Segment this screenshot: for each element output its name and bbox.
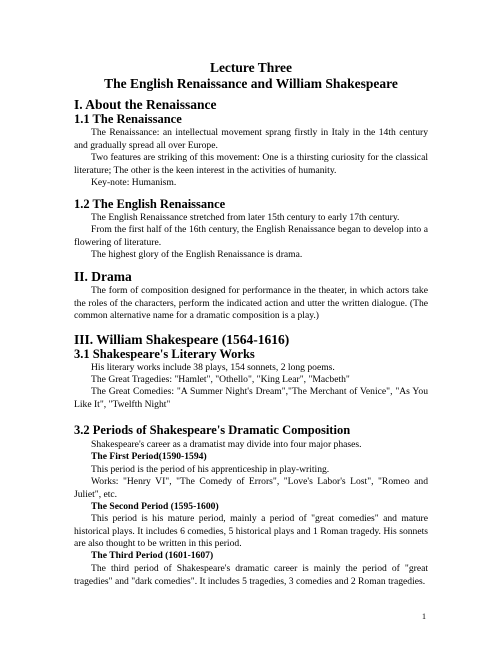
paragraph: The Renaissance: an intellectual movement sprang firstly in Italy in the 14th century and gradually spread all over Europe. — [74, 127, 428, 151]
section-heading-drama: II. Drama — [74, 269, 132, 284]
period-heading-third: The Third Period (1601-1607) — [91, 550, 214, 561]
paragraph: The English Renaissance stretched from later 15th century to early 17th century. — [91, 212, 400, 223]
paragraph: From the first half of the 16th century, the English Renaissance began to develop into a flowering of literature. — [74, 224, 428, 248]
paragraph: Shakespeare's career as a dramatist may divide into four major phases. — [91, 439, 362, 450]
page-number: 1 — [422, 612, 426, 621]
paragraph: The Great Comedies: "A Summer Night's Dream","The Merchant of Venice", "As You Like It", "Twelfth Night" — [74, 386, 428, 410]
paragraph: The highest glory of the English Renaissance is drama. — [91, 249, 303, 260]
paragraph: The third period of Shakespeare's dramatic career is mainly the period of "great tragedies" and "dark comedies". It includes 5 tragedies, 3 comedies and 2 Roman tragedies. — [74, 563, 428, 587]
period-heading-first: The First Period(1590-1594) — [91, 451, 207, 462]
paragraph: The form of composition designed for performance in the theater, in which actors take the roles of the characters, perform the indicated action and utter the written dialogue. (The common alternative name for a dramatic composition is a play.) — [74, 285, 428, 321]
subsection-heading-literary-works: 3.1 Shakespeare's Literary Works — [74, 347, 255, 361]
document-title: The English Renaissance and William Shakespeare — [104, 76, 398, 91]
lecture-label: Lecture Three — [209, 60, 293, 75]
paragraph: This period is his mature period, mainly a period of "great comedies" and mature historical plays. It includes 6 comedies, 5 historical plays and 1 Roman tragedy. His sonnets are also thought to be written in this period. — [74, 513, 428, 549]
subsection-heading-periods: 3.2 Periods of Shakespeare's Dramatic Composition — [74, 423, 351, 437]
section-heading-renaissance: I. About the Renaissance — [74, 97, 217, 112]
period-heading-second: The Second Period (1595-1600) — [91, 501, 219, 512]
paragraph: Two features are striking of this movement: One is a thirsting curiosity for the classical literature; The other is the keen interest in the activities of humanity. — [74, 152, 428, 176]
paragraph: His literary works include 38 plays, 154 sonnets, 2 long poems. — [91, 362, 335, 373]
paragraph: Works: "Henry VI", "The Comedy of Errors", "Love's Labor's Lost", "Romeo and Juliet", etc. — [74, 476, 428, 500]
paragraph: This period is the period of his apprenticeship in play-writing. — [91, 464, 330, 475]
paragraph: Key-note: Humanism. — [91, 177, 177, 188]
section-heading-shakespeare: III. William Shakespeare (1564-1616) — [74, 332, 290, 347]
subsection-heading-english-renaissance: 1.2 The English Renaissance — [74, 197, 226, 211]
paragraph: The Great Tragedies: "Hamlet", "Othello", "King Lear", "Macbeth" — [91, 374, 350, 385]
subsection-heading-renaissance: 1.1 The Renaissance — [74, 112, 182, 126]
